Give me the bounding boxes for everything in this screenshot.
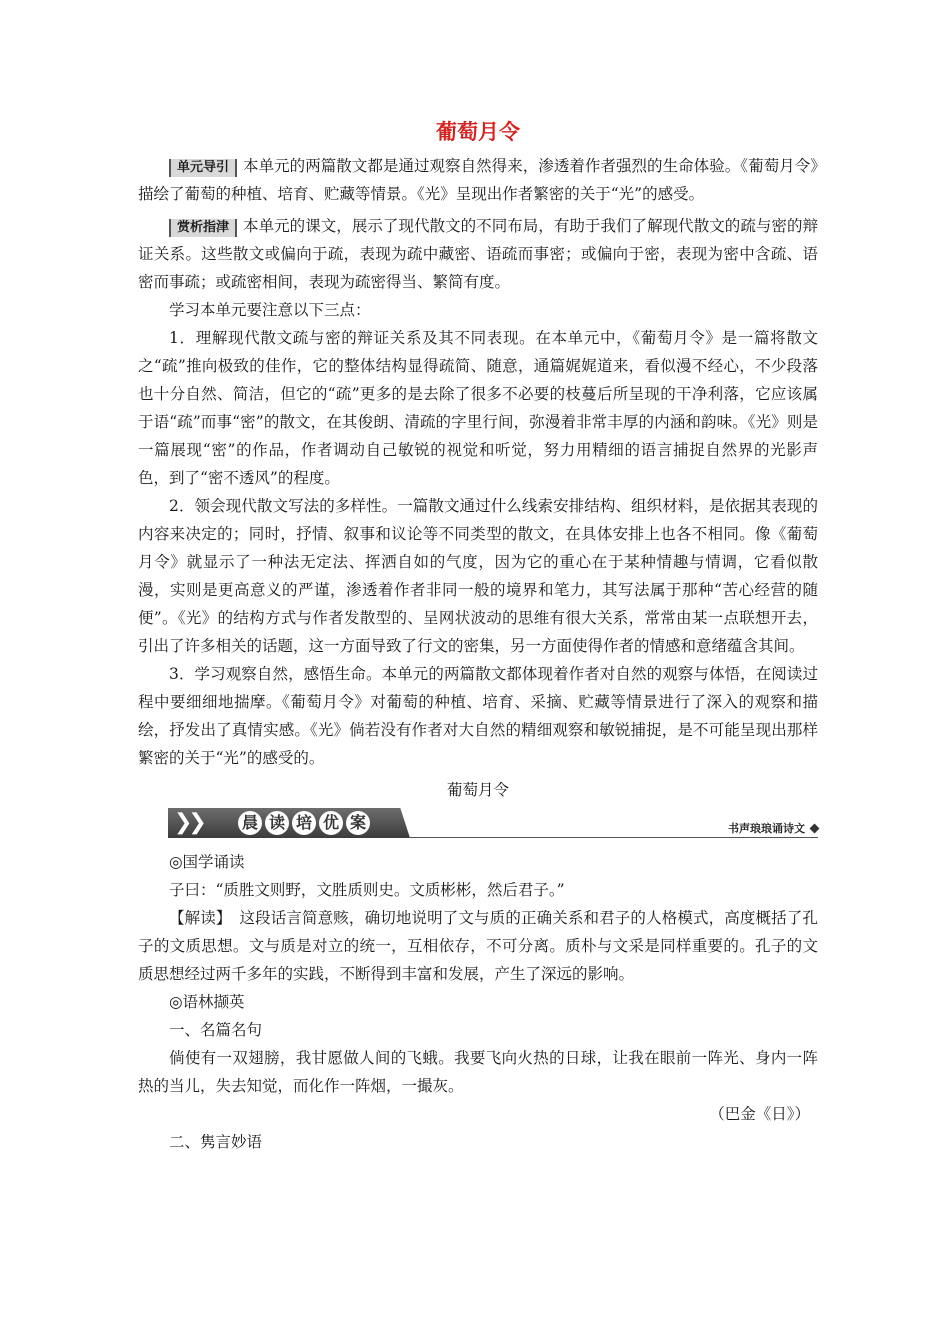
page-title: 葡萄月令 bbox=[436, 120, 520, 144]
diamond-icon bbox=[810, 824, 820, 834]
chevron-icon: ❯❯ bbox=[174, 810, 203, 835]
banner-char: 优 bbox=[319, 811, 343, 835]
banner-char: 案 bbox=[346, 811, 370, 835]
point-1: 1．理解现代散文疏与密的辩证关系及其不同表现。在本单元中，《葡萄月令》是一篇将散文之“疏”推向极致的佳作，它的整体结构显得疏简、随意，通篇娓娓道来，看似漫不经心，不少段落也十分自然、简洁，但它的“疏”更多的是去除了很多不必要的枝蔓后所呈现的干净利落，它应该属于语“疏”而事“密”的散文，在其俊朗、清疏的字里行间，弥漫着非常丰厚的内涵和韵味。《光》则是一篇展现“密”的作品，作者调动自己敏锐的视觉和听觉，努力用精细的语言捕捉自然界的光影声色，到了“密不透风”的程度。 bbox=[138, 329, 818, 487]
banner-slogan-text: 书声琅琅诵诗文 bbox=[728, 822, 805, 835]
morning-reading-banner bbox=[138, 808, 818, 842]
unit-guide-text: 本单元的两篇散文都是通过观察自然得来，渗透着作者强烈的生命体验。《葡萄月令》描绘了葡萄的种植、培育、贮藏等情景。《光》呈现出作者繁密的关于“光”的感受。 bbox=[138, 157, 818, 203]
appreciation-text: 本单元的课文，展示了现代散文的不同布局，有助于我们了解现代散文的疏与密的辩证关系。这些散文或偏向于疏，表现为疏中藏密、语疏而事密；或偏向于密，表现为密中含疏、语密而事疏；或疏密相间，表现为疏密得当、繁简有度。 bbox=[138, 217, 818, 291]
quote-source: （巴金《日》） bbox=[709, 1105, 810, 1123]
document-page bbox=[138, 118, 818, 1156]
banner-divider bbox=[410, 837, 818, 838]
unit-guide-tag: 单元导引 bbox=[169, 159, 237, 177]
subtitle: 葡萄月令 bbox=[446, 781, 509, 799]
yulin-sub2: 二、隽言妙语 bbox=[169, 1133, 263, 1151]
unit-guide-paragraph bbox=[138, 152, 818, 208]
banner-title bbox=[238, 811, 370, 835]
famous-quote: 倘使有一双翅膀，我甘愿做人间的飞蛾。我要飞向火热的日球，让我在眼前一阵光、身内一阵热的当儿，失去知觉，而化作一阵烟，一撮灰。 bbox=[138, 1049, 818, 1095]
banner-slogan bbox=[728, 820, 818, 836]
yulin-sub1: 一、名篇名句 bbox=[169, 1021, 263, 1039]
note-label: 【解读】 bbox=[169, 909, 224, 927]
appreciation-paragraph bbox=[138, 212, 818, 296]
guoxue-note bbox=[138, 904, 818, 988]
note-text: 这段话言简意赅，确切地说明了文与质的正确关系和君子的人格模式，高度概括了孔子的文质思想。文与质是对立的统一，互相依存，不可分离。质朴与文采是同样重要的。孔子的文质思想经过两千多年的实践，不断得到丰富和发展，产生了深远的影响。 bbox=[138, 909, 818, 983]
guoxue-quote: 子曰：“质胜文则野，文胜质则史。文质彬彬，然后君子。” bbox=[169, 881, 565, 899]
point-2: 2．领会现代散文写法的多样性。一篇散文通过什么线索安排结构、组织材料，是依据其表现的内容来决定的；同时，抒情、叙事和议论等不同类型的散文，在具体安排上也各不相同。像《葡萄月令》就显示了一种法无定法、挥洒自如的气度，因为它的重心在于某种情趣与情调，它看似散漫，实则是更高意义的严谨，渗透着作者非同一般的境界和笔力，其写法属于那种“苦心经营的随便”。《光》的结构方式与作者发散型的、呈网状波动的思维有很大关系，常常由某一点联想开去，引出了许多相关的话题，这一方面导致了行文的密集，另一方面使得作者的情感和意绪蕴含其间。 bbox=[138, 497, 818, 655]
intro-points: 学习本单元要注意以下三点： bbox=[169, 301, 371, 319]
banner-char: 读 bbox=[265, 811, 289, 835]
yulin-heading: ◎语林撷英 bbox=[169, 993, 245, 1011]
banner-char: 晨 bbox=[238, 811, 262, 835]
banner-char: 培 bbox=[292, 811, 316, 835]
guoxue-heading: ◎国学诵读 bbox=[169, 853, 245, 871]
appreciation-tag: 赏析指津 bbox=[169, 219, 237, 237]
point-3: 3．学习观察自然，感悟生命。本单元的两篇散文都体现着作者对自然的观察与体悟，在阅读过程中要细细地揣摩。《葡萄月令》对葡萄的种植、培育、采摘、贮藏等情景进行了深入的观察和描绘，抒发出了真情实感。《光》倘若没有作者对大自然的精细观察和敏锐捕捉，是不可能呈现出那样繁密的关于“光”的感受的。 bbox=[138, 665, 818, 767]
